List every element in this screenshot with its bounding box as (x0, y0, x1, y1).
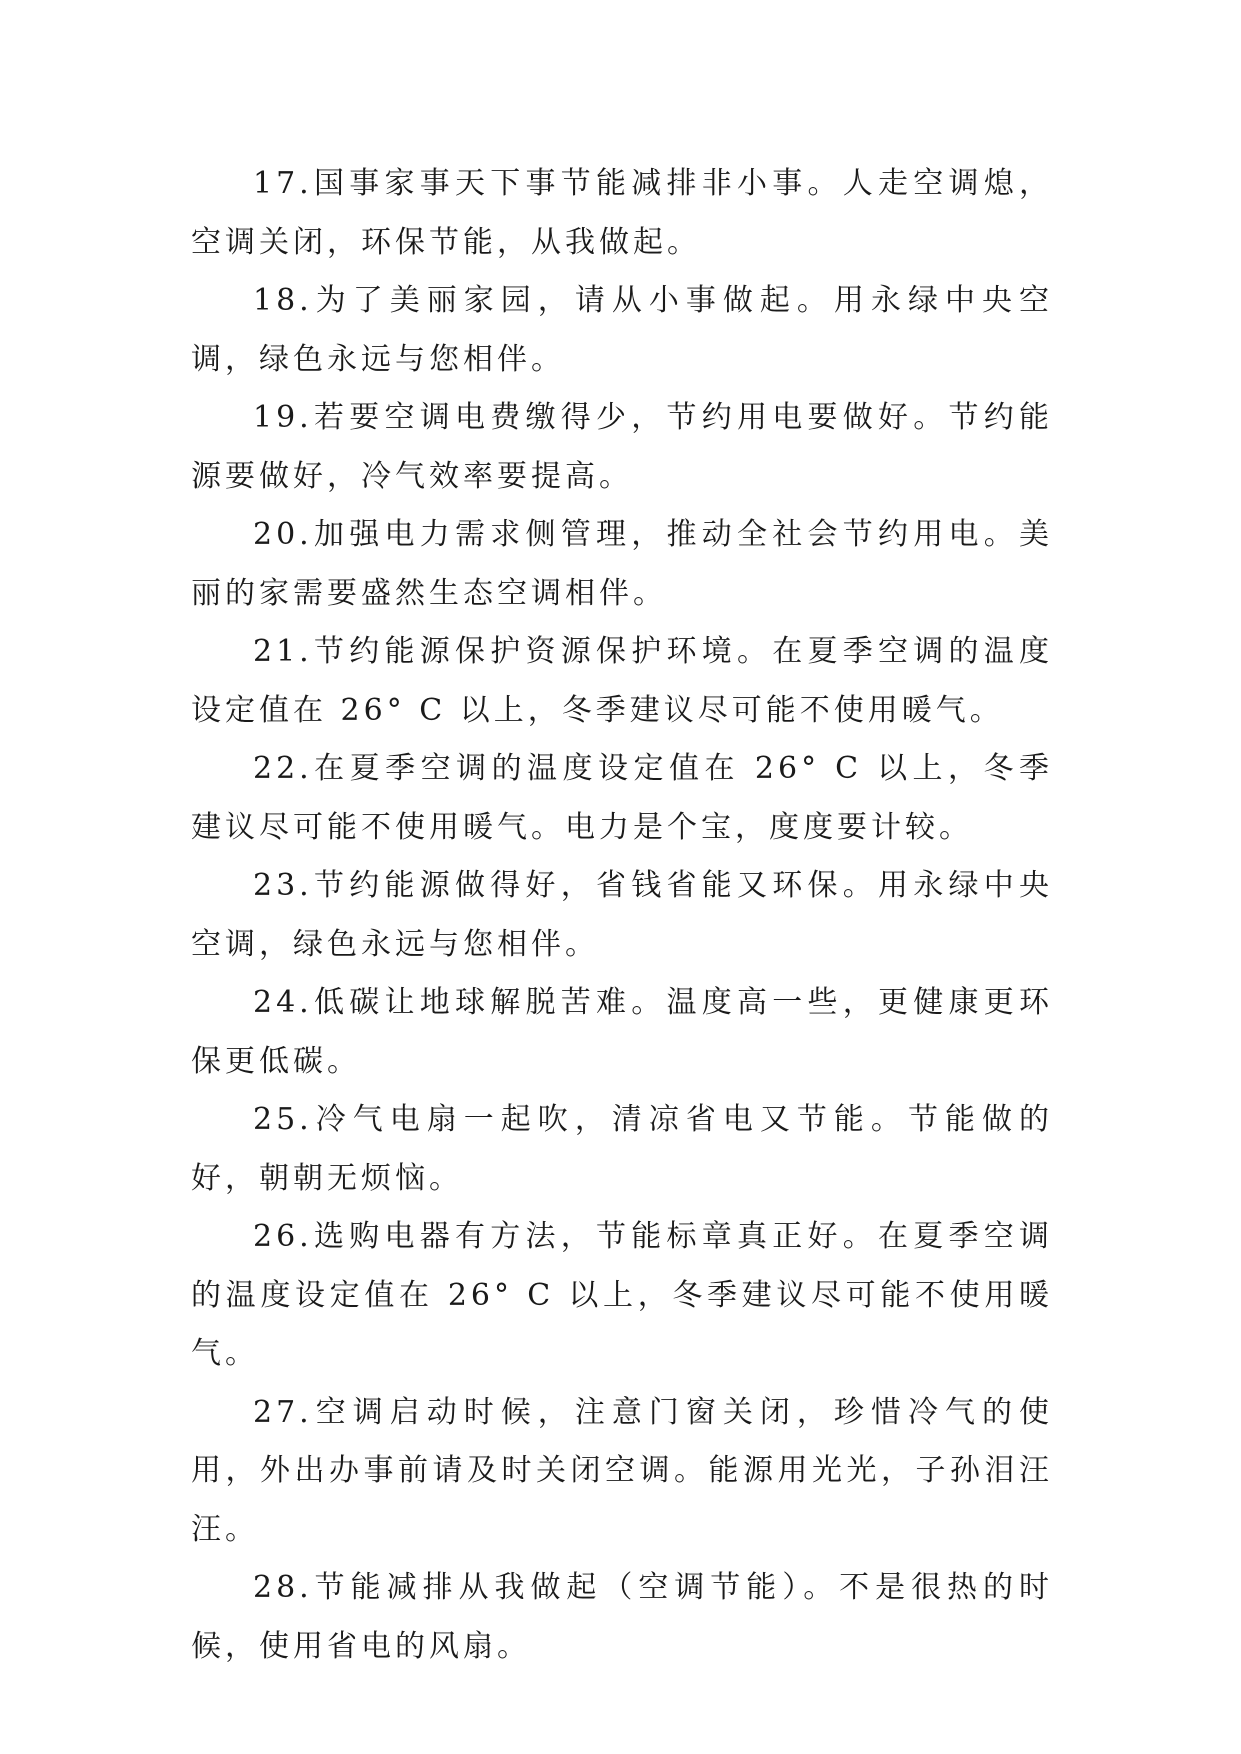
list-item: 21.节约能源保护资源保护环境。在夏季空调的温度设定值在 26° C 以上，冬季建议尽可能不使用暖气。 (191, 634, 1053, 728)
list-item: 24.低碳让地球解脱苦难。温度高一些，更健康更环保更低碳。 (191, 985, 1053, 1079)
list-item: 19.若要空调电费缴得少，节约用电要做好。节约能源要做好，冷气效率要提高。 (191, 400, 1053, 494)
list-item: 28.节能减排从我做起（空调节能）。不是很热的时候，使用省电的风扇。 (191, 1570, 1053, 1664)
list-item: 25.冷气电扇一起吹，清凉省电又节能。节能做的好，朝朝无烦恼。 (191, 1102, 1053, 1196)
list-item: 27.空调启动时候，注意门窗关闭，珍惜冷气的使用，外出办事前请及时关闭空调。能源用光光，子孙泪汪汪。 (191, 1394, 1053, 1547)
list-item: 20.加强电力需求侧管理，推动全社会节约用电。美丽的家需要盛然生态空调相伴。 (191, 517, 1053, 611)
list-item: 18.为了美丽家园，请从小事做起。用永绿中央空调，绿色永远与您相伴。 (191, 283, 1053, 377)
list-item: 17.国事家事天下事节能减排非小事。人走空调熄，空调关闭，环保节能，从我做起。 (191, 166, 1053, 260)
list-item: 23.节约能源做得好，省钱省能又环保。用永绿中央空调，绿色永远与您相伴。 (191, 868, 1053, 962)
list-item: 22.在夏季空调的温度设定值在 26° C 以上，冬季建议尽可能不使用暖气。电力是个宝，度度要计较。 (191, 751, 1053, 845)
document-body (191, 155, 1053, 1676)
list-item: 26.选购电器有方法，节能标章真正好。在夏季空调的温度设定值在 26° C 以上，冬季建议尽可能不使用暖气。 (191, 1219, 1053, 1371)
